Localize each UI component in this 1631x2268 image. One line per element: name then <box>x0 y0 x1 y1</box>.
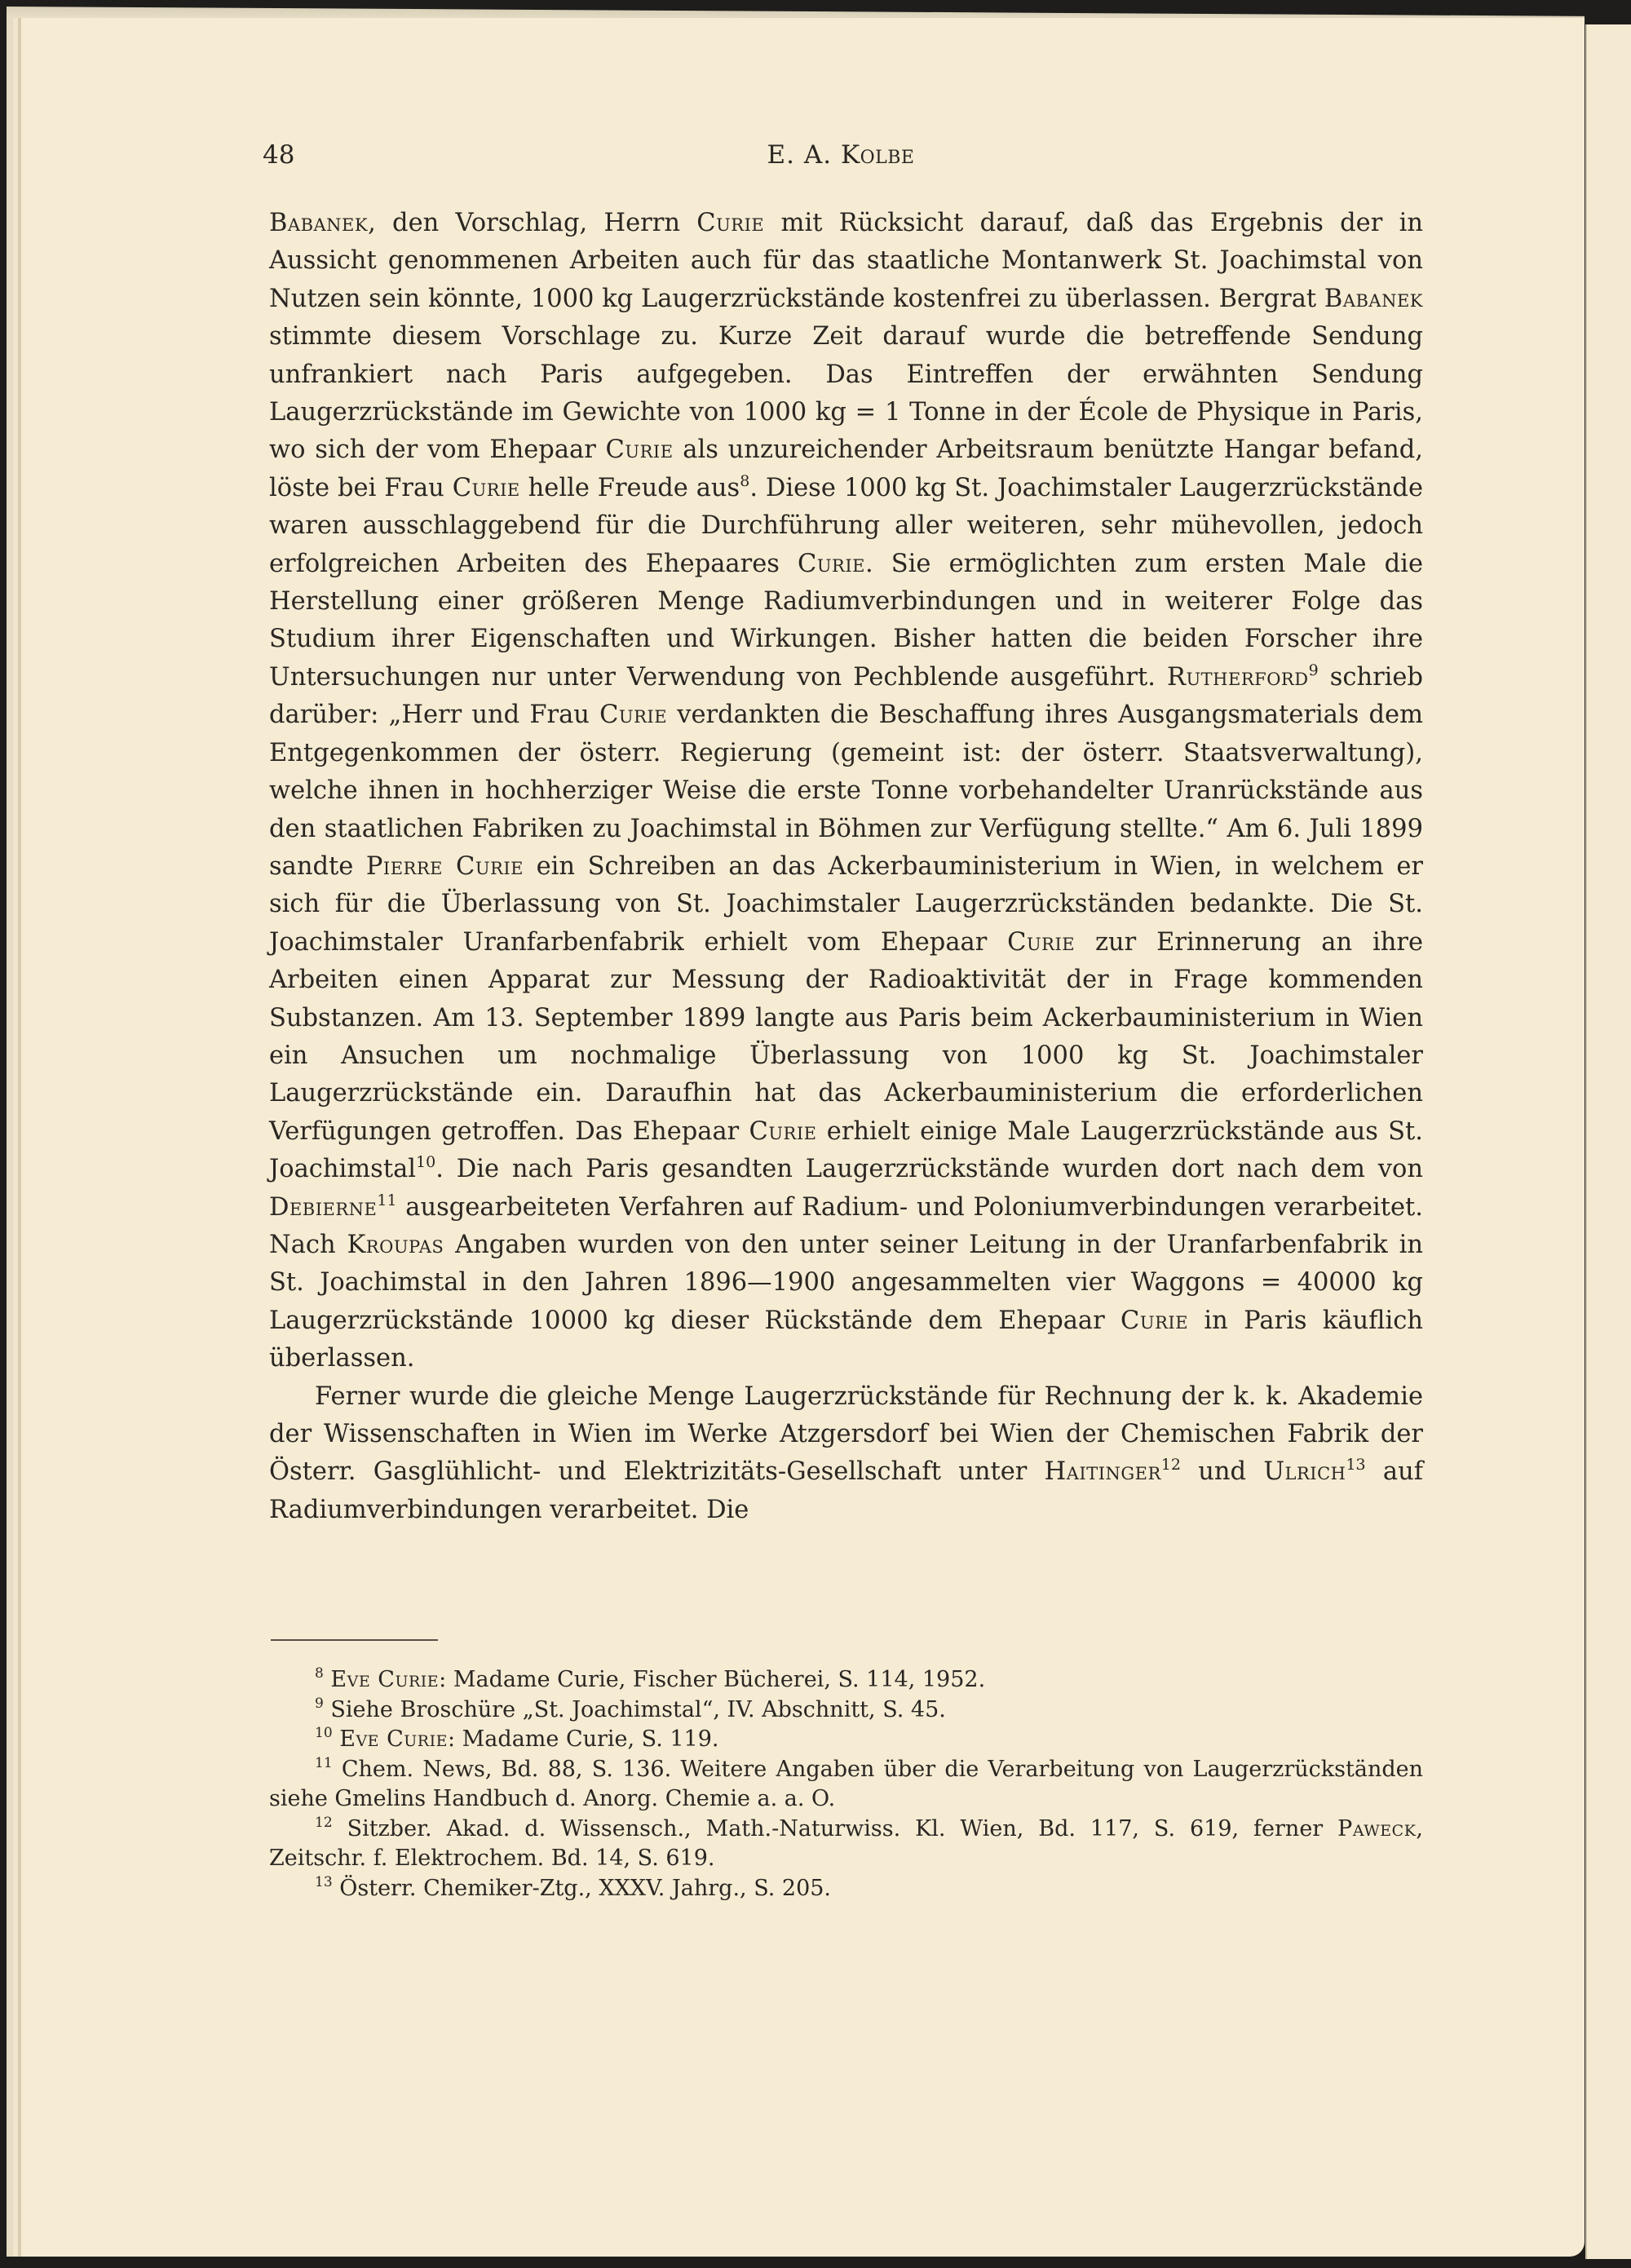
text-run: Ferner wurde die gleiche Menge Laugerzrückstände für Rechnung der k. k. Akademie der Wissenschaften in Wien im Werke Atzgersdorf bei Wien der Chemischen Fabrik der Österr. Gasglühlicht- und Elektrizitäts-Gesellschaft unter <box>269 1382 1423 1487</box>
text-run: ein Schreiben an das Ackerbauministerium in Wien, in welchem er sich für die Überlassung von St. Joachimstaler Laugerzrückständen bedankte. Die St. Joachimstaler Uranfarbenfabrik erhielt vom Ehepaar <box>269 851 1423 957</box>
person-name: Curie <box>1007 927 1076 957</box>
person-name: Curie <box>452 473 520 502</box>
running-head <box>263 140 1419 170</box>
footnote-text: Chem. News, Bd. 88, S. 136. Weitere Angaben über die Verarbeitung von Laugerzrückständen siehe Gmelins Handbuch d. Anorg. Chemie a. a. O. <box>269 1756 1423 1811</box>
footnote-text: Siehe Broschüre „St. Joachimstal“, IV. Abschnitt, S. 45. <box>330 1696 946 1722</box>
footnote-13 <box>269 1874 1423 1904</box>
person-name: Curie <box>798 549 865 578</box>
person-name: Paweck <box>1337 1815 1417 1841</box>
person-name: Kroupas <box>347 1230 444 1259</box>
person-name: Pierre Curie <box>365 851 524 881</box>
person-name: Curie <box>599 701 668 730</box>
text-run: auf Radiumverbindungen verarbeitet. Die <box>269 1457 1424 1524</box>
footnote-text: Sitzber. Akad. d. Wissensch., Math.-Naturwiss. Kl. Wien, Bd. 117, S. 619, ferner <box>347 1815 1338 1841</box>
footnote-number: 10 <box>315 1725 333 1741</box>
footnote-ref-10[interactable]: 10 <box>416 1153 436 1172</box>
footnote-number: 8 <box>315 1665 324 1682</box>
page-number: 48 <box>263 140 295 170</box>
paragraph-2 <box>269 1378 1423 1530</box>
footnote-9 <box>269 1695 1423 1726</box>
text-run: als unzureichender Arbeitsraum benützte Hangar befand, löste bei Frau <box>269 435 1423 502</box>
text-run: . Die nach Paris gesandten Laugerzrückstände wurden dort nach dem von <box>435 1155 1423 1184</box>
text-run: stimmte diesem Vorschlage zu. Kurze Zeit darauf wurde die betreffende Sendung unfrankiert nach Paris aufgegeben. Das Eintreffen der erwähnten Sendung Laugerzrückstände im Gewichte von 1000 kg = 1 Tonne in der École de Physique in Paris, wo sich der vom Ehepaar <box>269 322 1423 465</box>
footnote-text: , Zeitschr. f. Elektrochem. Bd. 14, S. 619. <box>269 1815 1423 1871</box>
facing-page-edge <box>1585 24 1631 2259</box>
footnote-ref-13[interactable]: 13 <box>1346 1456 1366 1474</box>
person-name: Eve Curie <box>330 1667 440 1692</box>
footnote-ref-8[interactable]: 8 <box>740 471 750 490</box>
person-name: Ulrich <box>1263 1457 1346 1487</box>
page-header <box>263 140 1419 173</box>
footnote-10 <box>269 1725 1423 1755</box>
person-name: Babanek <box>1324 284 1423 313</box>
person-name: Babanek <box>269 209 369 237</box>
footnote-8 <box>269 1665 1423 1695</box>
footnote-number: 12 <box>315 1814 333 1831</box>
text-run: in Paris käuflich überlassen. <box>269 1306 1423 1373</box>
person-name: Curie <box>1120 1306 1189 1335</box>
footnote-ref-12[interactable]: 12 <box>1160 1456 1181 1474</box>
footnote-text: : Madame Curie, S. 119. <box>447 1726 719 1752</box>
text-run: mit Rücksicht darauf, daß das Ergebnis der in Aussicht genommenen Arbeiten auch für das staatliche Montanwerk St. Joachimstal von Nutzen sein könnte, 1000 kg Laugerzrückstände kostenfrei zu überlassen. Bergrat <box>269 209 1423 313</box>
person-name: Rutherford <box>1167 662 1309 692</box>
text-run: . Diese 1000 kg St. Joachimstaler Laugerzrückstände waren ausschlaggebend für die Durchführung aller weiteren, sehr mühevollen, jedoch erfolgreichen Arbeiten des Ehepaares <box>269 473 1423 578</box>
person-name: Haitinger <box>1044 1457 1161 1487</box>
footnote-ref-9[interactable]: 9 <box>1308 661 1319 679</box>
text-run: Angaben wurden von den unter seiner Leitung in der Uranfarbenfabrik in St. Joachimstal in den Jahren 1896—1900 angesammelten vier Waggons = 40000 kg Laugerzrückstände 10000 kg dieser Rückstände dem Ehepaar <box>269 1230 1424 1335</box>
text-run: , den Vorschlag, Herrn <box>368 209 697 237</box>
text-run: zur Erinnerung an ihre Arbeiten einen Apparat zur Messung der Radioaktivität der in Frage kommenden Substanzen. Am 13. September 1899 langte aus Paris beim Ackerbauministerium in Wien ein Ansuchen um nochmalige Überlassung von 1000 kg St. Joachimstaler Laugerzrückstände ein. Daraufhin hat das Ackerbauministerium die erforderlichen Verfügungen getroffen. Das Ehepaar <box>269 927 1423 1146</box>
footnote-number: 13 <box>315 1873 333 1890</box>
text-run: schrieb darüber: „Herr und Frau <box>269 662 1423 730</box>
footnotes <box>269 1665 1423 1903</box>
person-name: Eve Curie <box>339 1726 448 1752</box>
footnote-number: 9 <box>315 1695 324 1712</box>
footnote-text: Österr. Chemiker-Ztg., XXXV. Jahrg., S. 205. <box>339 1875 832 1901</box>
footnote-11 <box>269 1755 1423 1815</box>
person-name: Curie <box>749 1116 817 1146</box>
body-text <box>269 205 1423 1529</box>
footnote-12 <box>269 1815 1423 1874</box>
footnote-ref-11[interactable]: 11 <box>377 1191 397 1209</box>
text-run: und <box>1180 1457 1264 1487</box>
text-run: ausgearbeiteten Verfahren auf Radium- und Poloniumverbindungen verarbeitet. Nach <box>269 1192 1423 1259</box>
text-run: erhielt einige Male Laugerzrückstände aus St. Joachimstal <box>269 1116 1423 1184</box>
footnote-number: 11 <box>315 1754 333 1771</box>
author-surname: Kolbe <box>840 140 915 170</box>
person-name: Debierne <box>269 1192 378 1222</box>
person-name: Curie <box>605 435 674 465</box>
footnote-text: : Madame Curie, Fischer Bücherei, S. 114, 1952. <box>439 1667 986 1692</box>
text-run: helle Freude aus <box>519 473 740 502</box>
paragraph-1 <box>269 205 1423 1378</box>
footnote-separator <box>271 1639 438 1641</box>
author-initials: E. A. <box>767 140 833 170</box>
text-run: . Sie ermöglichten zum ersten Male die Herstellung einer größeren Menge Radiumverbindungen und in weiterer Folge das Studium ihrer Eigenschaften und Wirkungen. Bisher hatten die beiden Forscher ihre Untersuchungen nur unter Verwendung von Pechblende ausgeführt. <box>269 549 1423 692</box>
person-name: Curie <box>696 209 765 237</box>
text-run: verdankten die Beschaffung ihres Ausgangsmaterials dem Entgegenkommen der österr. Regierung (gemeint ist: der österr. Staatsverwaltung), welche ihnen in hochherziger Weise die erste Tonne vorbehandelter Uranrückstände aus den staatlichen Fabriken zu Joachimstal in Böhmen zur Verfügung stellte.“ Am 6. Juli 1899 sandte <box>269 701 1423 881</box>
